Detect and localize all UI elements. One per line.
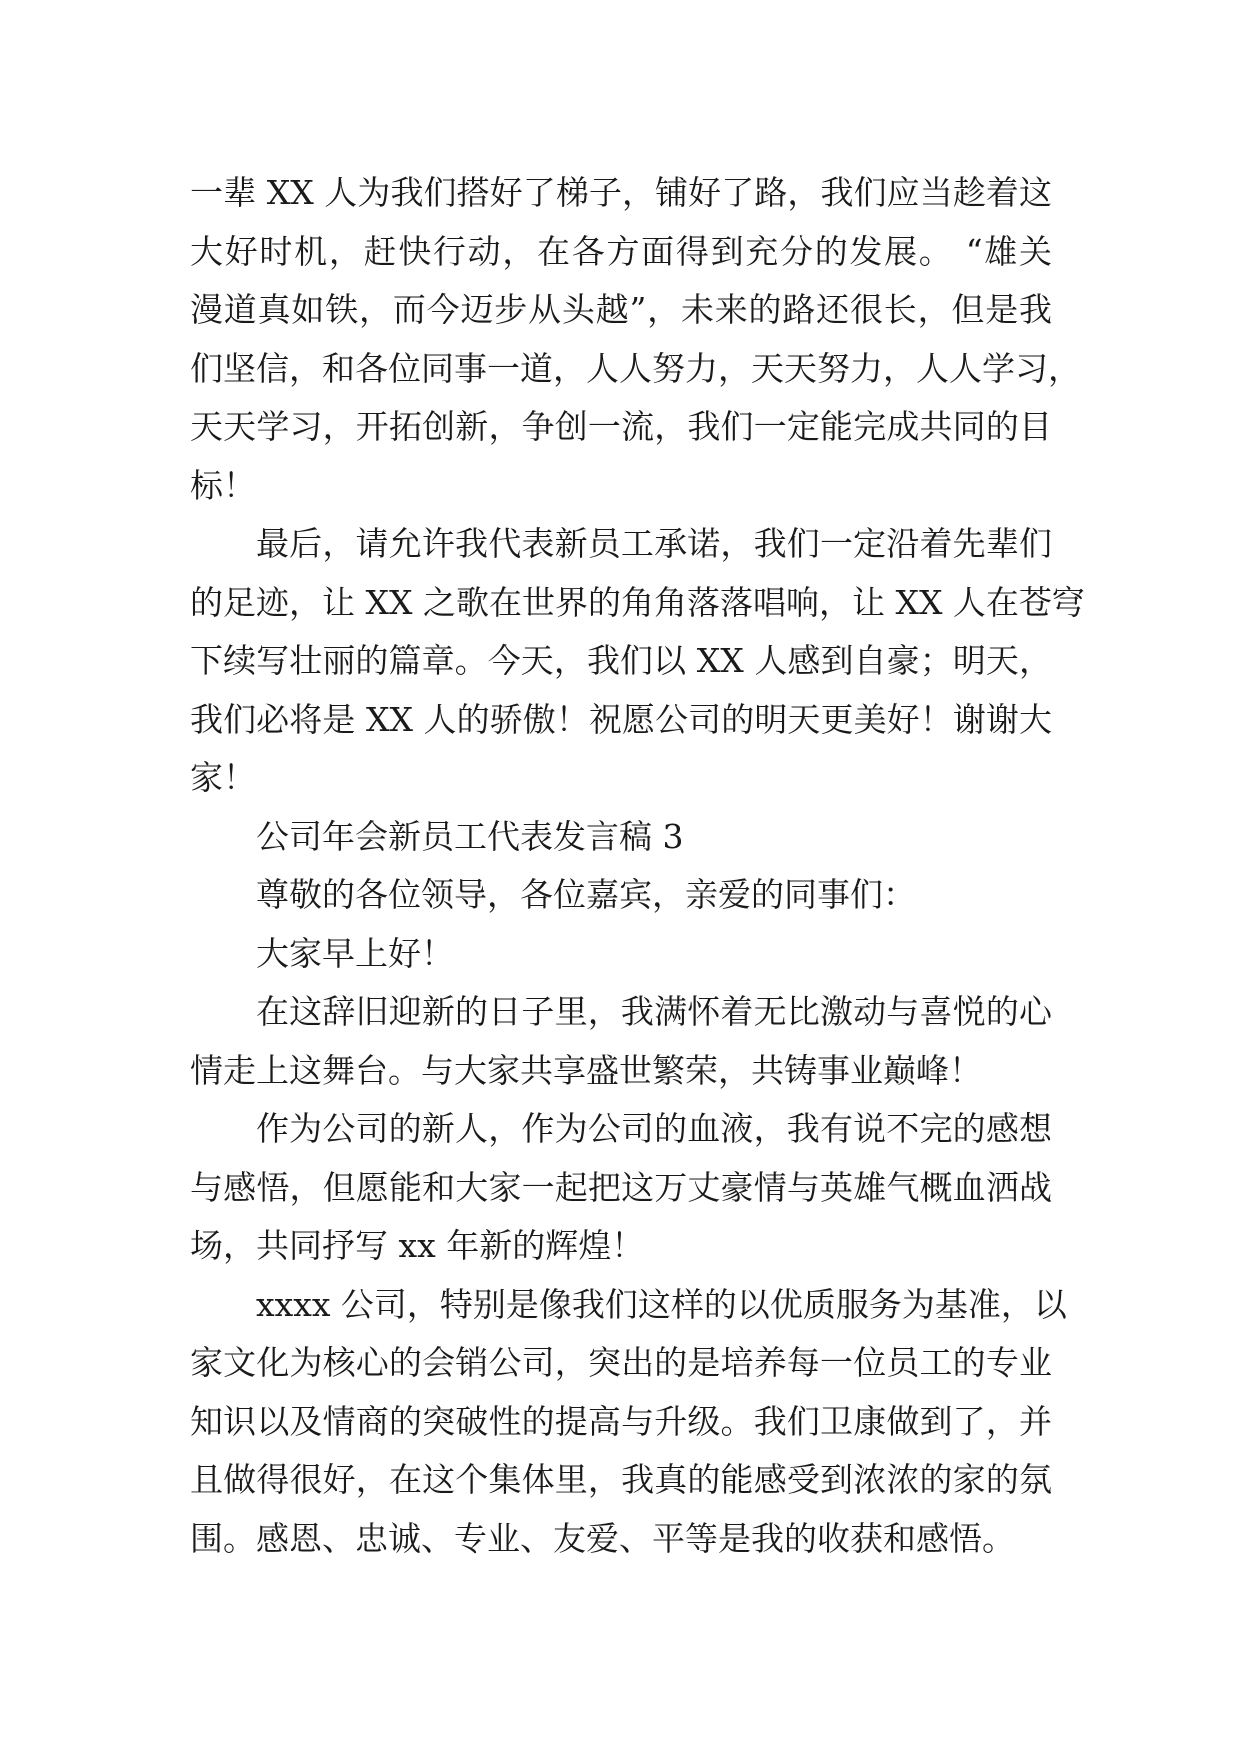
text-line: 最后，请允许我代表新员工承诺，我们一定沿着先辈们 <box>256 524 1052 563</box>
text-line: 围。感恩、忠诚、专业、友爱、平等是我的收获和感悟。 <box>190 1518 1015 1558</box>
text-line: 家！ <box>190 758 256 797</box>
text-line: 下续写壮丽的篇章。今天，我们以 XX 人感到自豪；明天， <box>190 641 1052 680</box>
text-line: 天天学习，开拓创新，争创一流，我们一定能完成共同的目 <box>190 407 1052 446</box>
document-body <box>190 164 1085 1568</box>
paragraph <box>190 983 1052 1100</box>
paragraph <box>190 925 1052 984</box>
text-line: 知识以及情商的突破性的提高与升级。我们卫康做到了，并 <box>190 1401 1052 1441</box>
text-line: 们坚信，和各位同事一道，人人努力，天天努力，人人学习， <box>190 348 1081 388</box>
text-line: 在这辞旧迎新的日子里，我满怀着无比激动与喜悦的心 <box>256 992 1052 1031</box>
text-line: 我们必将是 XX 人的骄傲！祝愿公司的明天更美好！谢谢大 <box>190 699 1052 739</box>
text-line: 大好时机，赶快行动，在各方面得到充分的发展。 “雄关 <box>190 231 1052 271</box>
text-line: 大家早上好！ <box>256 933 454 973</box>
paragraph <box>190 1100 1052 1276</box>
text-line: 的足迹，让 XX 之歌在世界的角角落落唱响，让 XX 人在苍穹 <box>190 582 1085 622</box>
text-line: 公司年会新员工代表发言稿 3 <box>256 816 684 856</box>
text-line: 与感悟，但愿能和大家一起把这万丈豪情与英雄气概血洒战 <box>190 1167 1052 1207</box>
text-line: 情走上这舞台。与大家共享盛世繁荣，共铸事业巅峰！ <box>190 1050 982 1090</box>
text-line: xxxx 公司，特别是像我们这样的以优质服务为基准，以 <box>256 1284 1067 1324</box>
text-line: 漫道真如铁，而今迈步从头越”，未来的路还很长，但是我 <box>190 290 1052 329</box>
text-line: 标！ <box>190 465 256 505</box>
paragraph <box>190 164 1081 515</box>
text-line: 场，共同抒写 xx 年新的辉煌！ <box>190 1226 645 1265</box>
text-line: 一辈 XX 人为我们搭好了梯子，铺好了路，我们应当趁着这 <box>190 173 1052 212</box>
text-line: 家文化为核心的会销公司，突出的是培养每一位员工的专业 <box>190 1343 1052 1382</box>
text-line: 作为公司的新人，作为公司的血液，我有说不完的感想 <box>256 1109 1052 1148</box>
text-line: 尊敬的各位领导，各位嘉宾，亲爱的同事们： <box>256 875 916 914</box>
text-line: 且做得很好，在这个集体里，我真的能感受到浓浓的家的氛 <box>190 1460 1052 1499</box>
paragraph <box>190 866 1052 925</box>
paragraph <box>190 1276 1067 1569</box>
paragraph <box>190 808 1052 867</box>
paragraph <box>190 515 1085 808</box>
